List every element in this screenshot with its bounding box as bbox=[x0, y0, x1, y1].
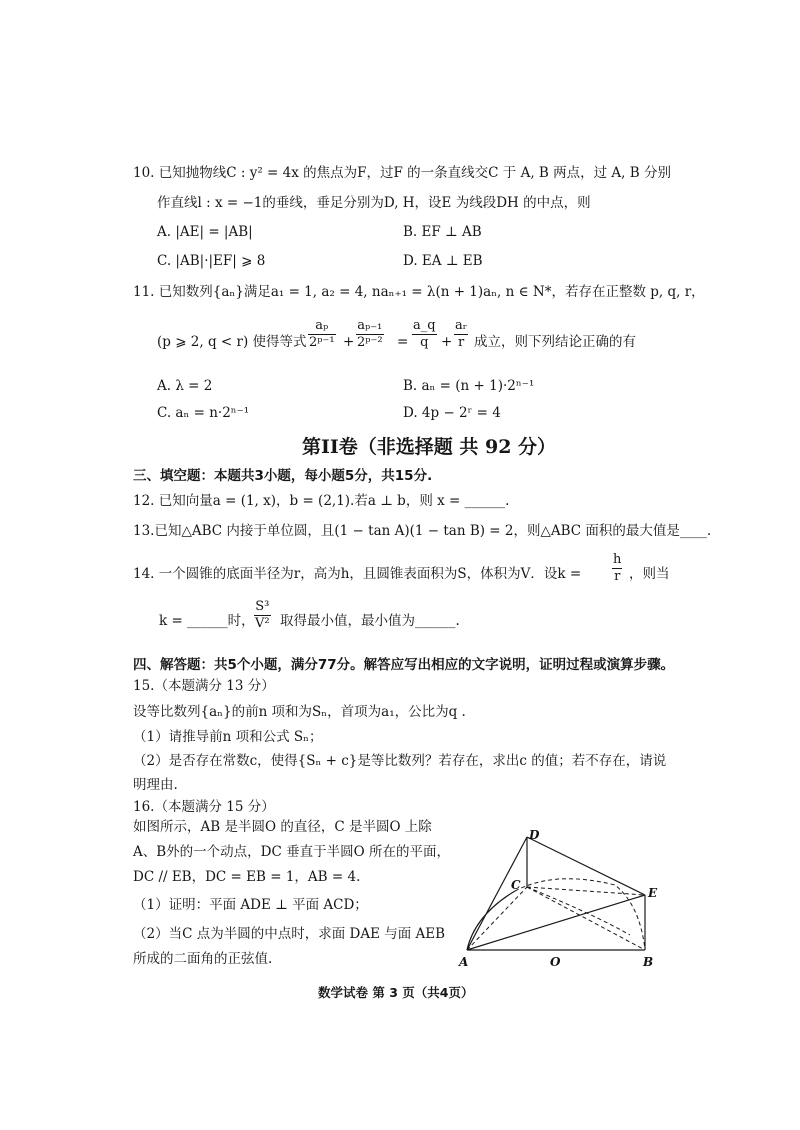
q11-equals: = bbox=[397, 334, 409, 350]
q15-part1: （1）请推导前n 项和公式 Sₙ； bbox=[133, 729, 323, 745]
q11-stem-line1: 11. 已知数列{aₙ}满足a₁ = 1, a₂ = 4, naₙ₊₁ = λ(n + 1)aₙ, n ∈ N*，若存在正整数 p, q, r， bbox=[133, 284, 705, 300]
arc-front bbox=[467, 891, 515, 950]
q11-fraction-4-den: r bbox=[458, 335, 465, 350]
q14-ratio-num: S³ bbox=[255, 599, 270, 614]
edge-AD bbox=[467, 837, 527, 950]
q11-fraction-4 bbox=[454, 318, 468, 351]
q10-stem-line1: 10. 已知抛物线C : y² = 4x 的焦点为F，过F 的一条直线交C 于 A, B 两点，过 A, B 分别 bbox=[133, 165, 671, 181]
q15-part2-line2: 明理由. bbox=[133, 777, 178, 793]
section3-header: 三、填空题：本题共3小题，每小题5分，共15分. bbox=[133, 468, 433, 484]
arc-back bbox=[515, 879, 645, 950]
q11-stem-line2-pre: (p ⩾ 2, q < r) 使得等式 bbox=[157, 334, 307, 350]
q14-k-fraction bbox=[612, 552, 622, 585]
q11-fraction-1-num: aₚ bbox=[308, 318, 336, 335]
q16-stem-line1: 如图所示，AB 是半圆O 的直径，C 是半圆O 上除 bbox=[133, 819, 432, 835]
label-E: E bbox=[648, 886, 658, 900]
q11-option-a: A. λ = 2 bbox=[157, 378, 213, 394]
q16-part2-line1: （2）当C 点为半圆的中点时，求面 DAE 与面 AEB bbox=[133, 926, 446, 942]
q13-text: 13.已知△ABC 内接于单位圆，且(1 − tan A)(1 − tan B) = 2，则△ABC 面积的最大值是____. bbox=[133, 523, 712, 539]
geometry-figure bbox=[455, 825, 675, 975]
q11-fraction-3-num: a_q bbox=[413, 318, 436, 333]
section4-header: 四、解答题：共5个小题，满分77分。解答应写出相应的文字说明，证明过程或演算步骤。 bbox=[133, 657, 675, 673]
q11-fraction-2 bbox=[356, 318, 384, 351]
q11-plus-2: + bbox=[441, 334, 453, 350]
q11-fraction-2-num: aₚ₋₁ bbox=[357, 318, 383, 333]
q14-k-num: h bbox=[613, 552, 622, 567]
chord-inner bbox=[527, 887, 630, 935]
q11-fraction-1-den: 2ᵖ⁻¹ bbox=[309, 335, 335, 350]
q10-stem-line2: 作直线l : x = −1的垂线，垂足分别为D, H，设E 为线段DH 的中点，则 bbox=[157, 195, 591, 211]
q15-part2-line1: （2）是否存在常数c，使得{Sₙ + c}是等比数列？若存在，求出c 的值；若不存在，请说 bbox=[133, 753, 667, 769]
label-O: O bbox=[550, 955, 561, 969]
q11-fraction-2-den: 2ᵖ⁻² bbox=[357, 335, 383, 350]
q11-fraction-3 bbox=[412, 318, 437, 351]
label-C: C bbox=[511, 878, 521, 892]
part2-title: 第II卷（非选择题 共 92 分） bbox=[302, 436, 557, 458]
q14-line2-post: 取得最小值，最小值为______. bbox=[280, 613, 460, 629]
q11-option-b: B. aₙ = (n + 1)·2ⁿ⁻¹ bbox=[403, 378, 535, 394]
q10-option-b: B. EF ⊥ AB bbox=[403, 224, 482, 240]
q16-part2-line2: 所成的二面角的正弦值. bbox=[133, 951, 273, 967]
q14-k-den: r bbox=[614, 569, 621, 584]
q16-title: 16.（本题满分 15 分） bbox=[133, 799, 275, 815]
label-A: A bbox=[459, 955, 469, 969]
label-B: B bbox=[643, 955, 654, 969]
q11-plus-1: + bbox=[343, 334, 355, 350]
q14-line1-post: ，则当 bbox=[629, 566, 670, 582]
q11-stem-line2-post: 成立，则下列结论正确的有 bbox=[474, 334, 636, 350]
q16-stem-line2: A、B外的一个动点，DC 垂直于半圆O 所在的平面， bbox=[133, 844, 450, 860]
q12-text: 12. 已知向量a = (1, x)，b = (2,1).若a ⊥ b，则 x = ______. bbox=[133, 493, 510, 509]
q14-ratio-den: V² bbox=[255, 616, 270, 631]
q15-title: 15.（本题满分 13 分） bbox=[133, 678, 275, 694]
edge-CE bbox=[527, 887, 645, 895]
q14-line1-pre: 14. 一个圆锥的底面半径为r，高为h，且圆锥表面积为S，体积为V．设k = bbox=[133, 566, 582, 582]
edge-CB bbox=[527, 887, 645, 950]
q15-stem: 设等比数列{aₙ}的前n 项和为Sₙ，首项为a₁，公比为q . bbox=[133, 704, 466, 720]
q11-fraction-4-num: aᵣ bbox=[455, 318, 468, 333]
q14-ratio-fraction bbox=[254, 599, 271, 632]
label-D: D bbox=[529, 828, 540, 842]
q10-option-a: A. |AE| = |AB| bbox=[157, 224, 253, 240]
q11-option-d: D. 4p − 2ʳ = 4 bbox=[403, 405, 501, 421]
q14-line2-pre: k = ______时， bbox=[159, 613, 255, 629]
page-footer: 数学试卷 第 3 页（共4页） bbox=[318, 985, 474, 1000]
q16-stem-line3: DC // EB，DC = EB = 1，AB = 4. bbox=[133, 869, 361, 885]
q11-fraction-3-den: q bbox=[420, 335, 429, 350]
q10-option-c: C. |AB|·|EF| ⩾ 8 bbox=[157, 253, 266, 269]
q16-part1: （1）证明：平面 ADE ⊥ 平面 ACD； bbox=[133, 897, 368, 913]
q11-fraction-1 bbox=[308, 318, 336, 351]
q10-option-d: D. EA ⊥ EB bbox=[403, 253, 483, 269]
edge-DE bbox=[527, 837, 645, 895]
q11-option-c: C. aₙ = n·2ⁿ⁻¹ bbox=[157, 405, 250, 421]
